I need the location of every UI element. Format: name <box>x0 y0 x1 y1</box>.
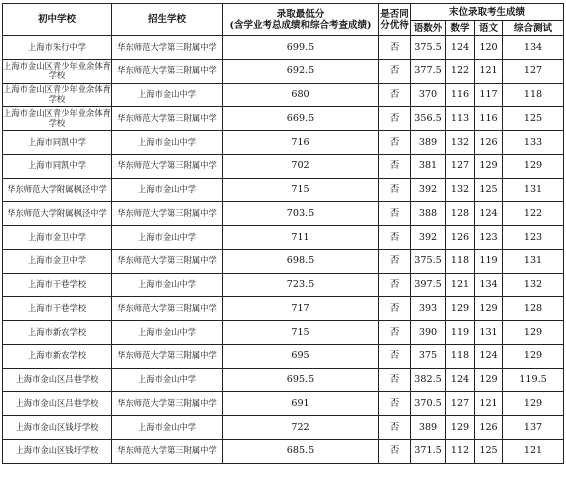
cell-min-score: 703.5 <box>223 202 379 226</box>
header-tie-preference <box>379 4 411 36</box>
cell-enroll-school: 上海市金山中学 <box>112 273 223 297</box>
table-row <box>3 416 564 440</box>
cell-enroll-school: 华东师范大学第三附属中学 <box>112 344 223 368</box>
cell-tie-preference: 否 <box>379 36 411 60</box>
table-row <box>3 202 564 226</box>
cell-junior-school: 上海市金山区钱圩学校 <box>3 439 112 463</box>
cell-min-score: 699.5 <box>223 36 379 60</box>
cell-junior-school: 上海市干巷学校 <box>3 273 112 297</box>
table-row <box>3 344 564 368</box>
cell-tie-preference: 否 <box>379 249 411 273</box>
cell-tie-preference: 否 <box>379 416 411 440</box>
cell-min-score: 695.5 <box>223 368 379 392</box>
cell-junior-school: 上海市金山区吕巷学校 <box>3 368 112 392</box>
cell-math-score: 124 <box>446 36 475 60</box>
cell-chinese-score: 121 <box>475 59 503 83</box>
cell-enroll-school: 华东师范大学第三附属中学 <box>112 297 223 321</box>
watermark: ​ <box>205 330 231 363</box>
cell-min-score: 715 <box>223 178 379 202</box>
cell-foreign-score: 397.5 <box>411 273 446 297</box>
header-junior-school: 初中学校 <box>3 4 112 36</box>
cell-junior-school: 华东师范大学附属枫泾中学 <box>3 202 112 226</box>
cell-enroll-school: 上海市金山中学 <box>112 321 223 345</box>
cell-chinese-score: 129 <box>475 368 503 392</box>
cell-chinese-score: 119 <box>475 249 503 273</box>
cell-math-score: 118 <box>446 249 475 273</box>
header-sub-test: 综合测试 <box>503 21 564 36</box>
cell-foreign-score: 377.5 <box>411 59 446 83</box>
header-tie-line2: 分优待 <box>380 19 409 31</box>
cell-tie-preference: 否 <box>379 107 411 131</box>
cell-foreign-score: 389 <box>411 416 446 440</box>
cell-math-score: 129 <box>446 297 475 321</box>
cell-tie-preference: 否 <box>379 59 411 83</box>
cell-test-score: 128 <box>503 297 564 321</box>
cell-enroll-school: 华东师范大学第三附属中学 <box>112 392 223 416</box>
table-row <box>3 273 564 297</box>
cell-foreign-score: 381 <box>411 154 446 178</box>
cell-enroll-school: 上海市金山中学 <box>112 416 223 440</box>
cell-tie-preference: 否 <box>379 273 411 297</box>
cell-math-score: 121 <box>446 273 475 297</box>
cell-math-score: 113 <box>446 107 475 131</box>
cell-math-score: 126 <box>446 226 475 250</box>
cell-enroll-school: 上海市金山中学 <box>112 226 223 250</box>
cell-test-score: 127 <box>503 59 564 83</box>
cell-test-score: 125 <box>503 107 564 131</box>
cell-test-score: 133 <box>503 131 564 155</box>
cell-chinese-score: 125 <box>475 178 503 202</box>
cell-min-score: 722 <box>223 416 379 440</box>
table-row <box>3 83 564 107</box>
cell-chinese-score: 124 <box>475 202 503 226</box>
header-min-score-line2: (含学业考总成绩和综合考查成绩) <box>229 19 372 31</box>
cell-chinese-score: 117 <box>475 83 503 107</box>
cell-chinese-score: 125 <box>475 439 503 463</box>
cell-min-score: 698.5 <box>223 249 379 273</box>
cell-min-score: 692.5 <box>223 59 379 83</box>
cell-enroll-school: 华东师范大学第三附属中学 <box>112 439 223 463</box>
cell-foreign-score: 388 <box>411 202 446 226</box>
cell-junior-school: 上海市金山区钱圩学校 <box>3 416 112 440</box>
cell-tie-preference: 否 <box>379 83 411 107</box>
cell-test-score: 131 <box>503 178 564 202</box>
cell-foreign-score: 370.5 <box>411 392 446 416</box>
cell-chinese-score: 121 <box>475 392 503 416</box>
score-table-sheet <box>2 3 563 464</box>
cell-test-score: 129 <box>503 392 564 416</box>
table-row <box>3 178 564 202</box>
cell-chinese-score: 129 <box>475 154 503 178</box>
cell-foreign-score: 392 <box>411 226 446 250</box>
cell-junior-school: 上海市朱行中学 <box>3 36 112 60</box>
cell-enroll-school: 华东师范大学第三附属中学 <box>112 249 223 273</box>
cell-min-score: 695 <box>223 344 379 368</box>
cell-junior-school: 上海市新农学校 <box>3 321 112 345</box>
cell-math-score: 128 <box>446 202 475 226</box>
cell-min-score: 702 <box>223 154 379 178</box>
table-row <box>3 154 564 178</box>
header-last-admitted: 末位录取考生成绩 <box>411 4 564 21</box>
cell-test-score: 129 <box>503 154 564 178</box>
cell-math-score: 119 <box>446 321 475 345</box>
cell-math-score: 127 <box>446 154 475 178</box>
cell-junior-school: 上海市金山区青少年业余体育学校 <box>3 59 112 83</box>
cell-tie-preference: 否 <box>379 131 411 155</box>
cell-math-score: 118 <box>446 344 475 368</box>
cell-junior-school: 上海市金山区吕巷学校 <box>3 392 112 416</box>
cell-foreign-score: 390 <box>411 321 446 345</box>
cell-enroll-school: 华东师范大学第三附属中学 <box>112 107 223 131</box>
cell-tie-preference: 否 <box>379 226 411 250</box>
cell-foreign-score: 382.5 <box>411 368 446 392</box>
table-row <box>3 392 564 416</box>
header-tie-line1: 是否同 <box>380 8 409 20</box>
cell-chinese-score: 116 <box>475 107 503 131</box>
cell-enroll-school: 上海市金山中学 <box>112 368 223 392</box>
cell-foreign-score: 389 <box>411 131 446 155</box>
cell-chinese-score: 134 <box>475 273 503 297</box>
cell-junior-school: 华东师范大学附属枫泾中学 <box>3 178 112 202</box>
cell-min-score: 711 <box>223 226 379 250</box>
cell-foreign-score: 375.5 <box>411 36 446 60</box>
cell-enroll-school: 上海市金山中学 <box>112 131 223 155</box>
cell-min-score: 717 <box>223 297 379 321</box>
table-body <box>3 36 564 464</box>
header-sub-chinese: 语文 <box>475 21 503 36</box>
cell-chinese-score: 126 <box>475 131 503 155</box>
table-header <box>3 4 564 36</box>
cell-tie-preference: 否 <box>379 321 411 345</box>
cell-tie-preference: 否 <box>379 392 411 416</box>
cell-foreign-score: 370 <box>411 83 446 107</box>
cell-min-score: 669.5 <box>223 107 379 131</box>
cell-foreign-score: 375.5 <box>411 249 446 273</box>
cell-min-score: 691 <box>223 392 379 416</box>
cell-test-score: 119.5 <box>503 368 564 392</box>
cell-junior-school: 上海市干巷学校 <box>3 297 112 321</box>
table-row <box>3 131 564 155</box>
header-sub-foreign: 语数外 <box>411 21 446 36</box>
cell-chinese-score: 120 <box>475 36 503 60</box>
cell-test-score: 129 <box>503 344 564 368</box>
cell-enroll-school: 华东师范大学第三附属中学 <box>112 202 223 226</box>
cell-tie-preference: 否 <box>379 344 411 368</box>
cell-min-score: 716 <box>223 131 379 155</box>
cell-min-score: 715 <box>223 321 379 345</box>
cell-math-score: 116 <box>446 83 475 107</box>
cell-enroll-school: 上海市金山中学 <box>112 83 223 107</box>
cell-min-score: 680 <box>223 83 379 107</box>
table-row <box>3 439 564 463</box>
cell-junior-school: 上海市金卫中学 <box>3 226 112 250</box>
cell-chinese-score: 129 <box>475 297 503 321</box>
cell-chinese-score: 124 <box>475 344 503 368</box>
cell-min-score: 685.5 <box>223 439 379 463</box>
cell-junior-school: 上海市同凯中学 <box>3 154 112 178</box>
header-enroll-school: 招生学校 <box>112 4 223 36</box>
table-row <box>3 107 564 131</box>
table-row <box>3 36 564 60</box>
cell-junior-school: 上海市同凯中学 <box>3 131 112 155</box>
cell-junior-school: 上海市金山区青少年业余体育学校 <box>3 107 112 131</box>
cell-math-score: 127 <box>446 392 475 416</box>
cell-test-score: 118 <box>503 83 564 107</box>
cell-tie-preference: 否 <box>379 178 411 202</box>
cell-foreign-score: 375 <box>411 344 446 368</box>
cell-test-score: 122 <box>503 202 564 226</box>
cell-test-score: 132 <box>503 273 564 297</box>
table-row <box>3 226 564 250</box>
cell-test-score: 121 <box>503 439 564 463</box>
cell-test-score: 131 <box>503 249 564 273</box>
table-row <box>3 59 564 83</box>
cell-enroll-school: 上海市金山中学 <box>112 178 223 202</box>
cell-tie-preference: 否 <box>379 202 411 226</box>
cell-foreign-score: 356.5 <box>411 107 446 131</box>
cell-test-score: 129 <box>503 321 564 345</box>
cell-chinese-score: 123 <box>475 226 503 250</box>
cell-math-score: 132 <box>446 131 475 155</box>
cell-math-score: 122 <box>446 59 475 83</box>
cell-test-score: 123 <box>503 226 564 250</box>
cell-min-score: 723.5 <box>223 273 379 297</box>
cell-math-score: 112 <box>446 439 475 463</box>
cell-foreign-score: 392 <box>411 178 446 202</box>
cell-junior-school: 上海市新农学校 <box>3 344 112 368</box>
cell-chinese-score: 131 <box>475 321 503 345</box>
cell-foreign-score: 371.5 <box>411 439 446 463</box>
cell-junior-school: 上海市金山区青少年业余体育学校 <box>3 83 112 107</box>
table-row <box>3 297 564 321</box>
cell-enroll-school: 华东师范大学第三附属中学 <box>112 36 223 60</box>
cell-tie-preference: 否 <box>379 439 411 463</box>
cell-junior-school: 上海市金卫中学 <box>3 249 112 273</box>
cell-foreign-score: 393 <box>411 297 446 321</box>
table-row <box>3 249 564 273</box>
cell-test-score: 137 <box>503 416 564 440</box>
cell-test-score: 134 <box>503 36 564 60</box>
cell-enroll-school: 华东师范大学第三附属中学 <box>112 154 223 178</box>
admission-score-table <box>2 3 564 464</box>
table-row <box>3 321 564 345</box>
header-sub-math: 数学 <box>446 21 475 36</box>
header-min-score-line1: 录取最低分 <box>276 8 325 20</box>
cell-chinese-score: 126 <box>475 416 503 440</box>
cell-tie-preference: 否 <box>379 154 411 178</box>
cell-math-score: 132 <box>446 178 475 202</box>
cell-math-score: 129 <box>446 416 475 440</box>
table-row <box>3 368 564 392</box>
header-min-score <box>223 4 379 36</box>
cell-math-score: 124 <box>446 368 475 392</box>
cell-enroll-school: 华东师范大学第三附属中学 <box>112 59 223 83</box>
cell-tie-preference: 否 <box>379 297 411 321</box>
cell-tie-preference: 否 <box>379 368 411 392</box>
